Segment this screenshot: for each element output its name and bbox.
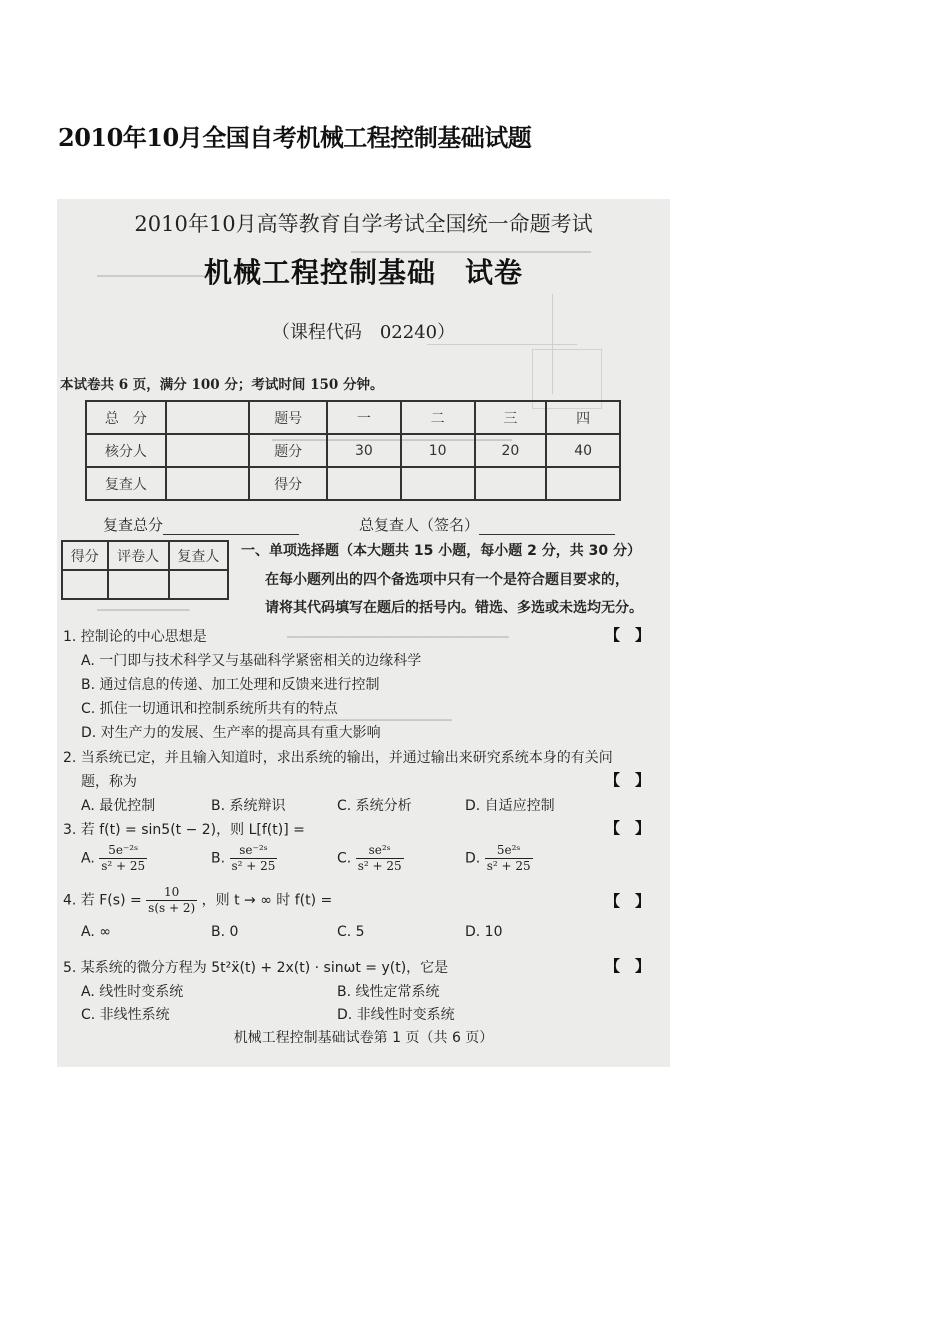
question-5-option: D. 非线性时变系统 (337, 1007, 455, 1023)
fraction (99, 843, 147, 874)
table-cell: 20 (475, 434, 547, 467)
question-4-option: D. 10 (465, 924, 503, 940)
table-cell (166, 467, 250, 500)
table-cell: 复查人 (169, 541, 228, 570)
table-cell: 得分 (62, 541, 108, 570)
question-2-stem-cont: 题，称为 (81, 774, 137, 790)
page-title: 2010年10月全国自考机械工程控制基础试题 (58, 123, 532, 152)
question-3-option-b (211, 843, 277, 874)
question-4-option: A. ∞ (81, 924, 111, 940)
score-table (85, 400, 621, 501)
fraction-denominator: s² + 25 (101, 859, 146, 873)
review-person (359, 514, 615, 535)
exam-info: 本试卷共 6 页，满分 100 分；考试时间 150 分钟。 (60, 377, 384, 393)
fraction-numerator: se⁻²ˢ (230, 843, 278, 859)
exam-header-line: 2010年10月高等教育自学考试全国统一命题考试 (134, 212, 593, 236)
fraction (146, 885, 197, 916)
review-person-blank (479, 521, 615, 535)
bleed-through-mark: ▁▁▁▁▁▁▁▁▁▁▁▁▁▁▁▁▁▁▁▁▁▁▁▁▁▁ (272, 427, 512, 441)
bleed-through-mark: ▁▁▁▁▁▁▁▁▁▁ (97, 597, 190, 611)
question-3-option-a (81, 843, 147, 874)
question-2-option: B. 系统辩识 (211, 798, 286, 814)
question-4-stem (63, 885, 332, 916)
answer-bracket: 【 】 (605, 626, 651, 644)
page-footer: 机械工程控制基础试卷第 1 页（共 6 页） (233, 1030, 494, 1046)
question-4-option: C. 5 (337, 924, 365, 940)
answer-bracket: 【 】 (605, 819, 651, 837)
answer-bracket: 【 】 (605, 771, 651, 789)
question-3-option-c (337, 843, 404, 874)
answer-bracket: 【 】 (605, 892, 651, 910)
fraction (230, 843, 278, 874)
table-cell: 二 (401, 401, 475, 434)
table-cell (108, 570, 169, 599)
question-5-stem: 5. 某系统的微分方程为 5t²ẍ(t) + 2x(t) · sinωt = y(t)，它是 (63, 960, 449, 976)
table-cell (401, 467, 475, 500)
table-cell (166, 434, 250, 467)
scanned-exam-page (57, 199, 670, 1067)
table-cell (327, 467, 401, 500)
option-label: B. (211, 850, 226, 867)
question-3-stem: 3. 若 f(t) = sin5(t − 2)，则 L[f(t)] = (63, 822, 305, 838)
table-cell: 评卷人 (108, 541, 169, 570)
table-cell: 得分 (249, 467, 327, 500)
table-cell (62, 570, 108, 599)
table-cell: 题分 (249, 434, 327, 467)
question-1-stem: 1. 控制论的中心思想是 (63, 629, 207, 645)
option-label: C. (337, 850, 352, 867)
table-cell: 复查人 (86, 467, 166, 500)
table-cell: 四 (546, 401, 620, 434)
fraction-numerator: 10 (146, 885, 197, 901)
table-row (86, 434, 620, 467)
fraction-numerator: 5e⁻²ˢ (99, 843, 147, 859)
question-2-option: C. 系统分析 (337, 798, 412, 814)
question-1-option: D. 对生产力的发展、生产率的提高具有重大影响 (81, 725, 381, 741)
course-code: （课程代码 02240） (271, 322, 456, 343)
option-label: D. (465, 850, 481, 867)
table-cell (475, 467, 547, 500)
section-instruction: 请将其代码填写在题后的括号内。错选、多选或未选均无分。 (265, 600, 643, 616)
fraction (356, 843, 404, 874)
fraction-denominator: s² + 25 (231, 859, 276, 873)
question-1-option: A. 一门即与技术科学又与基础科学紧密相关的边缘科学 (81, 653, 422, 669)
section-instruction: 在每小题列出的四个备选项中只有一个是符合题目要求的， (265, 572, 629, 588)
table-cell: 题号 (249, 401, 327, 434)
exam-subject-title: 机械工程控制基础 试卷 (203, 256, 523, 289)
review-total-blank (163, 521, 299, 535)
review-total (103, 514, 299, 535)
fraction-denominator: s(s + 2) (148, 901, 196, 915)
bleed-through-mark: ▁▁▁▁▁▁▁▁▁▁▁▁▁▁▁▁▁▁▁▁▁▁▁▁▁▁ (351, 239, 591, 253)
question-2-option: D. 自适应控制 (465, 798, 555, 814)
bleed-through-line (427, 344, 577, 345)
grader-table (61, 540, 229, 600)
option-label: A. (81, 850, 95, 867)
table-cell: 40 (546, 434, 620, 467)
question-4-option: B. 0 (211, 924, 239, 940)
question-4-stem-post: ，则 t → ∞ 时 f(t) = (201, 892, 333, 909)
table-cell (546, 467, 620, 500)
table-cell: 10 (401, 434, 475, 467)
question-1-option: B. 通过信息的传递、加工处理和反馈来进行控制 (81, 677, 380, 693)
fraction-denominator: s² + 25 (357, 859, 402, 873)
review-total-label: 复查总分 (103, 516, 164, 534)
table-cell (169, 570, 228, 599)
question-2-stem: 2. 当系统已定，并且输入知道时，求出系统的输出，并通过输出来研究系统本身的有关问 (63, 750, 613, 766)
answer-bracket: 【 】 (605, 957, 651, 975)
table-row (86, 467, 620, 500)
question-3-option-d (465, 843, 533, 874)
table-cell: 一 (327, 401, 401, 434)
table-cell: 核分人 (86, 434, 166, 467)
bleed-through-mark: ▁▁▁▁▁▁▁▁▁▁▁▁▁▁▁▁▁▁▁▁ (267, 707, 452, 721)
table-cell: 30 (327, 434, 401, 467)
question-5-option: A. 线性时变系统 (81, 984, 184, 1000)
question-2-option: A. 最优控制 (81, 798, 156, 814)
question-5-option: C. 非线性系统 (81, 1007, 170, 1023)
question-5-option: B. 线性定常系统 (337, 984, 440, 1000)
fraction-numerator: 5e²ˢ (485, 843, 533, 859)
table-row (62, 541, 228, 570)
fraction-numerator: se²ˢ (356, 843, 404, 859)
bleed-through-mark: ▁▁▁▁▁▁▁▁▁▁▁▁▁ (97, 263, 217, 277)
review-person-label: 总复查人（签名） (359, 516, 480, 534)
fraction-denominator: s² + 25 (486, 859, 531, 873)
bleed-through-mark: ▁▁▁▁▁▁▁▁▁▁▁▁▁▁▁▁▁▁▁▁▁▁▁▁ (287, 624, 509, 638)
table-row (86, 401, 620, 434)
question-1-option: C. 抓住一切通讯和控制系统所共有的特点 (81, 701, 338, 717)
table-cell: 三 (475, 401, 547, 434)
section-heading: 一、单项选择题（本大题共 15 小题，每小题 2 分，共 30 分） (241, 543, 641, 559)
question-4-stem-pre: 4. 若 F(s) = (63, 892, 142, 909)
table-cell: 总 分 (86, 401, 166, 434)
table-row (62, 570, 228, 599)
table-cell (166, 401, 250, 434)
fraction (485, 843, 533, 874)
